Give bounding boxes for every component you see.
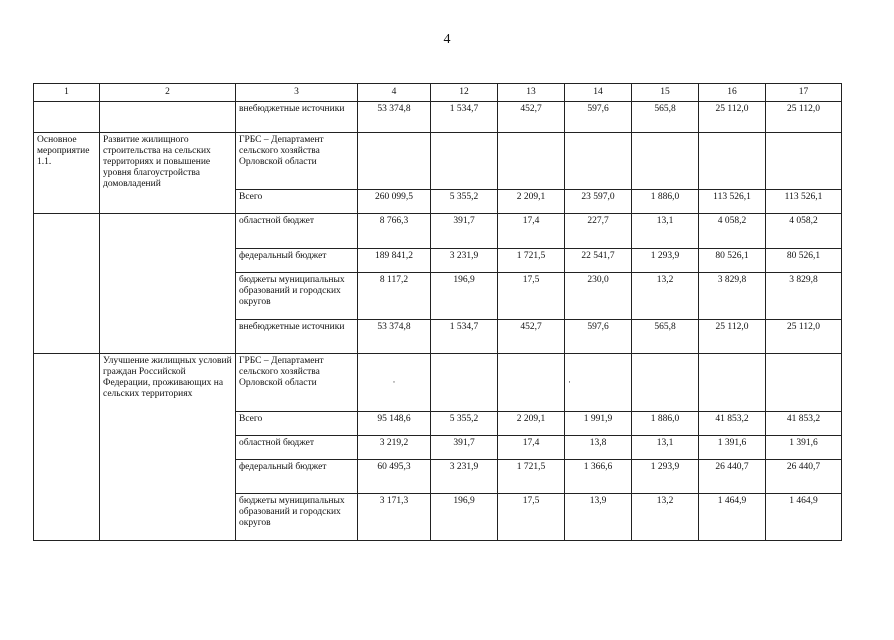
value-cell: 17,5 (498, 494, 565, 541)
value-cell: 391,7 (431, 436, 498, 460)
value-cell: 113 526,1 (766, 190, 842, 214)
value-cell: 3 829,8 (699, 273, 766, 320)
value-cell: 80 526,1 (766, 249, 842, 273)
table-row (34, 133, 842, 190)
source-cell: внебюджетные источники (236, 102, 358, 133)
value-cell: 17,4 (498, 214, 565, 249)
value-cell: 1 391,6 (766, 436, 842, 460)
source-cell: Всего (236, 412, 358, 436)
value-cell: 1 366,6 (565, 460, 632, 494)
value-cell: 1 293,9 (632, 460, 699, 494)
page-number: 4 (443, 32, 451, 47)
event-cell: Основное мероприятие 1.1. (34, 133, 100, 214)
source-cell: ГРБС – Департамент сельского хозяйства Орловской области (236, 133, 358, 190)
value-cell: 17,4 (498, 436, 565, 460)
name-cell (100, 102, 236, 133)
value-cell: 1 886,0 (632, 412, 699, 436)
value-cell: 1 534,7 (431, 320, 498, 354)
source-cell: федеральный бюджет (236, 460, 358, 494)
value-cell (498, 354, 565, 412)
value-cell: 2 209,1 (498, 190, 565, 214)
source-cell: внебюджетные источники (236, 320, 358, 354)
value-cell: 565,8 (632, 102, 699, 133)
value-cell: 597,6 (565, 320, 632, 354)
value-cell: 2 209,1 (498, 412, 565, 436)
event-cell (34, 214, 100, 354)
value-cell: 13,2 (632, 494, 699, 541)
value-cell: 597,6 (565, 102, 632, 133)
value-cell: 13,1 (632, 436, 699, 460)
header-cell: 12 (431, 84, 498, 102)
value-cell: 1 464,9 (699, 494, 766, 541)
value-cell (498, 133, 565, 190)
value-cell: 17,5 (498, 273, 565, 320)
value-cell: 13,1 (632, 214, 699, 249)
value-cell: 1 721,5 (498, 460, 565, 494)
value-cell: 189 841,2 (358, 249, 431, 273)
value-cell: 13,8 (565, 436, 632, 460)
header-cell: 2 (100, 84, 236, 102)
event-cell (34, 354, 100, 541)
event-cell (34, 102, 100, 133)
name-cell: Улучшение жилищных условий граждан Российской Федерации, проживающих на сельских территориях (100, 354, 236, 541)
value-cell (699, 354, 766, 412)
value-cell: 1 391,6 (699, 436, 766, 460)
header-cell: 17 (766, 84, 842, 102)
value-cell (358, 133, 431, 190)
value-cell: 3 231,9 (431, 249, 498, 273)
header-cell: 14 (565, 84, 632, 102)
value-cell: 25 112,0 (766, 102, 842, 133)
header-cell: 15 (632, 84, 699, 102)
table-row (34, 214, 842, 249)
header-cell: 4 (358, 84, 431, 102)
source-cell: Всего (236, 190, 358, 214)
value-cell: 3 231,9 (431, 460, 498, 494)
header-cell: 3 (236, 84, 358, 102)
value-cell: 4 058,2 (766, 214, 842, 249)
value-cell: 4 058,2 (699, 214, 766, 249)
value-cell (431, 354, 498, 412)
header-cell: 16 (699, 84, 766, 102)
value-cell: 452,7 (498, 320, 565, 354)
value-cell (766, 133, 842, 190)
value-cell: 113 526,1 (699, 190, 766, 214)
value-cell (632, 354, 699, 412)
value-cell (565, 133, 632, 190)
value-cell: 8 766,3 (358, 214, 431, 249)
value-cell: 53 374,8 (358, 320, 431, 354)
value-cell: 3 829,8 (766, 273, 842, 320)
value-cell: 25 112,0 (766, 320, 842, 354)
header-row (34, 84, 842, 102)
value-cell: · (565, 354, 632, 412)
value-cell: 25 112,0 (699, 320, 766, 354)
value-cell: 60 495,3 (358, 460, 431, 494)
value-cell: 53 374,8 (358, 102, 431, 133)
value-cell: 452,7 (498, 102, 565, 133)
value-cell: 1 464,9 (766, 494, 842, 541)
table-row (34, 354, 842, 412)
value-cell: 22 541,7 (565, 249, 632, 273)
value-cell: 1 534,7 (431, 102, 498, 133)
value-cell: 13,2 (632, 273, 699, 320)
value-cell: 25 112,0 (699, 102, 766, 133)
value-cell: 260 099,5 (358, 190, 431, 214)
header-cell: 1 (34, 84, 100, 102)
value-cell: 5 355,2 (431, 412, 498, 436)
value-cell: 41 853,2 (699, 412, 766, 436)
value-cell: 80 526,1 (699, 249, 766, 273)
value-cell: 13,9 (565, 494, 632, 541)
value-cell: 1 991,9 (565, 412, 632, 436)
value-cell: 26 440,7 (766, 460, 842, 494)
name-cell: Развитие жилищного строительства на сельских территориях и повышение уровня благоустройства домовладений (100, 133, 236, 214)
source-cell: бюджеты муниципальных образований и городских округов (236, 494, 358, 541)
value-cell: 3 219,2 (358, 436, 431, 460)
value-cell (632, 133, 699, 190)
value-cell (766, 354, 842, 412)
value-cell: 196,9 (431, 273, 498, 320)
budget-table (33, 83, 842, 541)
table-row (34, 102, 842, 133)
value-cell: · (358, 354, 431, 412)
source-cell: ГРБС – Департамент сельского хозяйства Орловской области (236, 354, 358, 412)
value-cell: 23 597,0 (565, 190, 632, 214)
value-cell: 227,7 (565, 214, 632, 249)
value-cell: 565,8 (632, 320, 699, 354)
source-cell: областной бюджет (236, 436, 358, 460)
source-cell: областной бюджет (236, 214, 358, 249)
value-cell: 41 853,2 (766, 412, 842, 436)
value-cell: 1 886,0 (632, 190, 699, 214)
value-cell (699, 133, 766, 190)
value-cell: 5 355,2 (431, 190, 498, 214)
value-cell: 1 721,5 (498, 249, 565, 273)
value-cell: 8 117,2 (358, 273, 431, 320)
value-cell (431, 133, 498, 190)
value-cell: 95 148,6 (358, 412, 431, 436)
source-cell: федеральный бюджет (236, 249, 358, 273)
value-cell: 26 440,7 (699, 460, 766, 494)
name-cell (100, 214, 236, 354)
value-cell: 196,9 (431, 494, 498, 541)
header-cell: 13 (498, 84, 565, 102)
value-cell: 1 293,9 (632, 249, 699, 273)
value-cell: 391,7 (431, 214, 498, 249)
value-cell: 3 171,3 (358, 494, 431, 541)
source-cell: бюджеты муниципальных образований и городских округов (236, 273, 358, 320)
value-cell: 230,0 (565, 273, 632, 320)
